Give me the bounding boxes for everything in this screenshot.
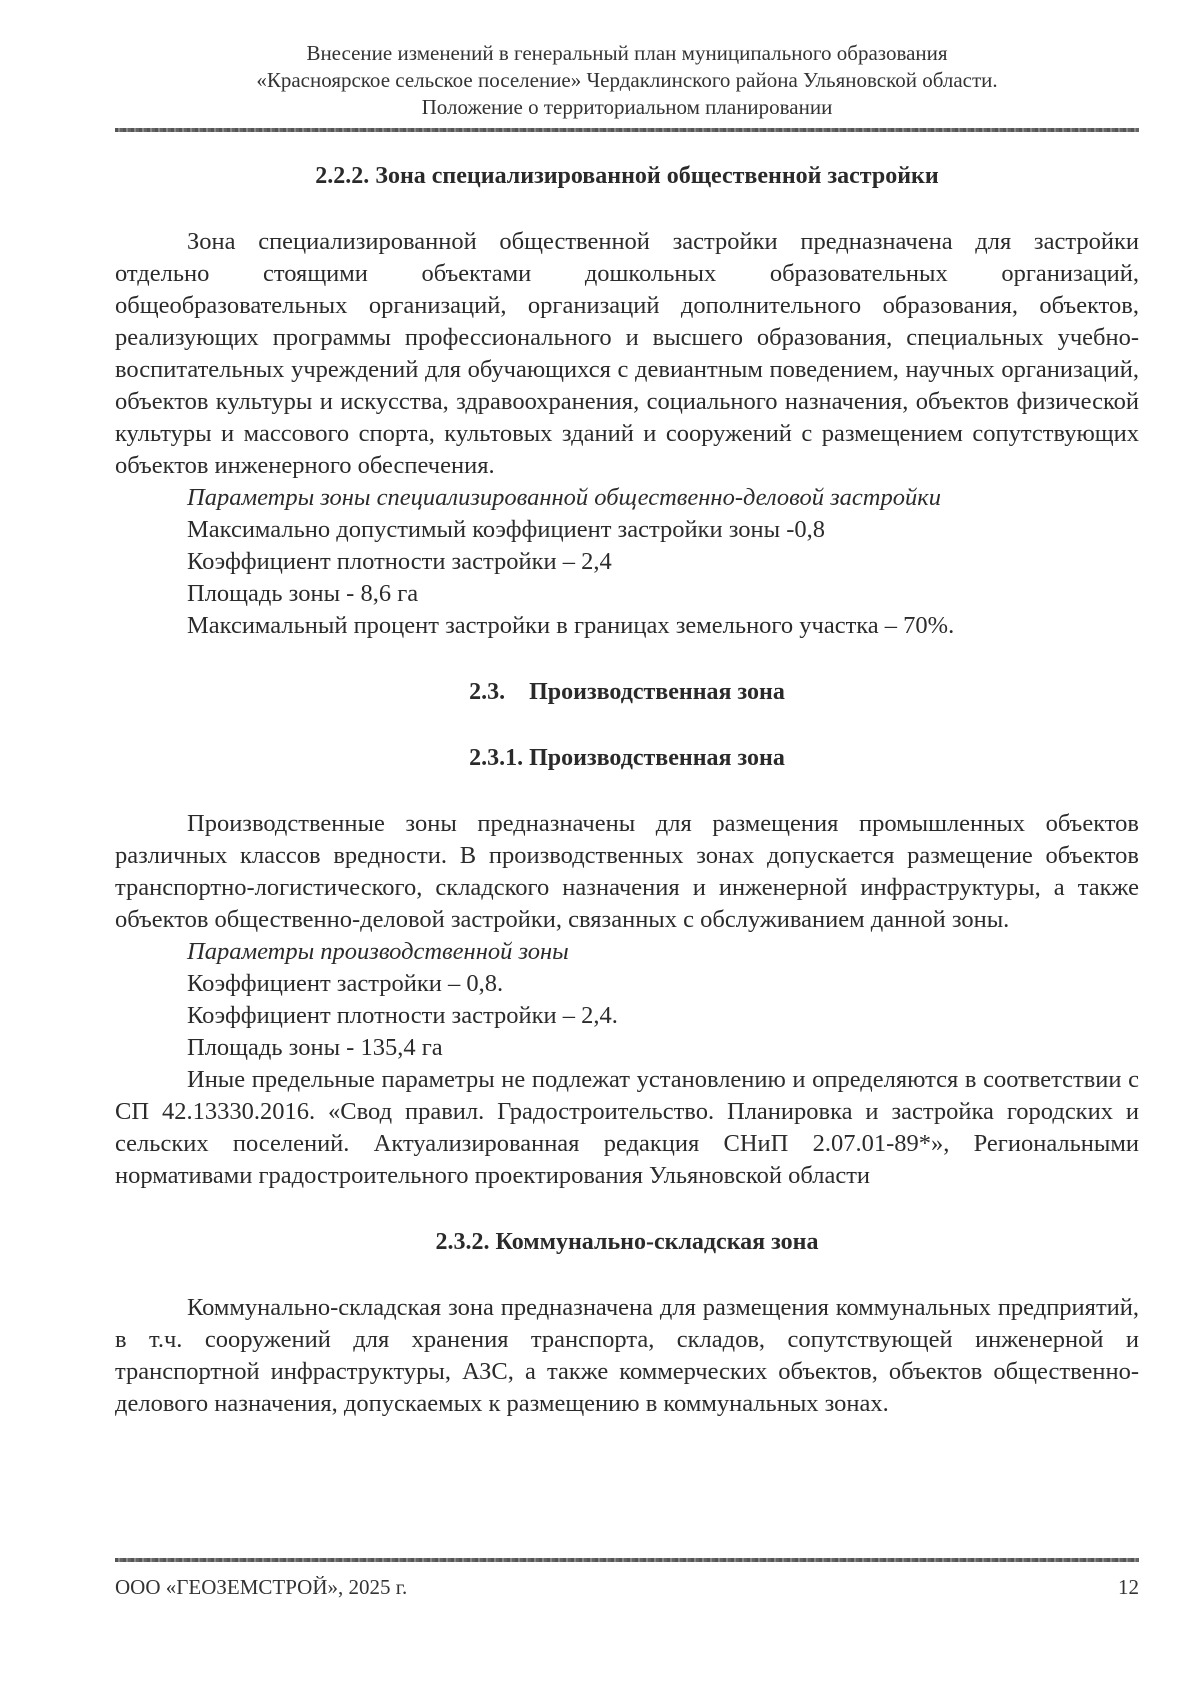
page-content bbox=[115, 160, 1139, 1420]
header-line-3: Положение о территориальном планировании bbox=[421, 95, 833, 119]
page-number: 12 bbox=[1118, 1575, 1139, 1599]
section-heading-2-3-1: 2.3.1. Производственная зона bbox=[469, 745, 785, 771]
section-2-2-2-param: Коэффициент плотности застройки – 2,4 bbox=[187, 548, 612, 575]
section-heading-2-3-2: 2.3.2. Коммунально-складская зона bbox=[435, 1229, 819, 1255]
section-2-3-1-params-title: Параметры производственной зоны bbox=[187, 938, 569, 965]
section-2-3-1-paragraph: Производственные зоны предназначены для размещения промышленных объектов различных классов вредности. В производственных зонах допускается размещение объектов транспортно-логистического, складского назначения и инженерной инфраструктуры, а также объектов общественно-деловой застройки, связанных с обслуживанием данной зоны. bbox=[115, 810, 1139, 933]
footer-divider bbox=[115, 1558, 1139, 1562]
header-line-1: Внесение изменений в генеральный план муниципального образования bbox=[306, 41, 948, 65]
header-divider bbox=[115, 128, 1139, 132]
footer-company: ООО «ГЕОЗЕМСТРОЙ», 2025 г. bbox=[115, 1575, 408, 1599]
section-2-2-2-param: Максимальный процент застройки в границах земельного участка – 70%. bbox=[187, 612, 955, 639]
section-2-3-1-param: Коэффициент плотности застройки – 2,4. bbox=[187, 1002, 618, 1029]
section-2-2-2-paragraph: Зона специализированной общественной застройки предназначена для застройки отдельно стоящими объектами дошкольных образовательных организаций, общеобразовательных организаций, организаций дополнительного образования, объектов, реализующих программы профессионального и высшего образования, специальных учебно-воспитательных учреждений для обучающихся с девиантным поведением, научных организаций, объектов культуры и искусства, здравоохранения, социального назначения, объектов физической культуры и массового спорта, культовых зданий и сооружений с размещением сопутствующих объектов инженерного обеспечения. bbox=[115, 228, 1139, 479]
page-header bbox=[115, 40, 1139, 121]
section-heading-2-2-2: 2.2.2. Зона специализированной общественной застройки bbox=[315, 163, 939, 189]
section-2-2-2-param: Площадь зоны - 8,6 га bbox=[187, 580, 419, 607]
document-page bbox=[115, 0, 1139, 1697]
section-2-3-1-param: Коэффициент застройки – 0,8. bbox=[187, 970, 504, 997]
section-2-3-1-note: Иные предельные параметры не подлежат установлению и определяются в соответствии с СП 42.13330.2016. «Свод правил. Градостроительство. Планировка и застройка городских и сельских поселений. Актуализированная редакция СНиП 2.07.01-89*», Региональными нормативами градостроительного проектирования Ульяновской области bbox=[115, 1066, 1139, 1189]
section-2-3-1-param: Площадь зоны - 135,4 га bbox=[187, 1034, 443, 1061]
section-2-2-2-param: Максимально допустимый коэффициент застройки зоны -0,8 bbox=[187, 516, 826, 543]
section-2-3-2-paragraph: Коммунально-складская зона предназначена для размещения коммунальных предприятий, в т.ч. сооружений для хранения транспорта, складов, сопутствующей инженерной и транспортной инфраструктуры, АЗС, а также коммерческих объектов, объектов общественно-делового назначения, допускаемых к размещению в коммунальных зонах. bbox=[115, 1294, 1139, 1417]
section-2-2-2-params-title: Параметры зоны специализированной общественно-деловой застройки bbox=[187, 484, 941, 511]
header-line-2: «Красноярское сельское поселение» Чердаклинского района Ульяновской области. bbox=[256, 68, 998, 92]
section-heading-2-3: 2.3. Производственная зона bbox=[469, 679, 785, 705]
